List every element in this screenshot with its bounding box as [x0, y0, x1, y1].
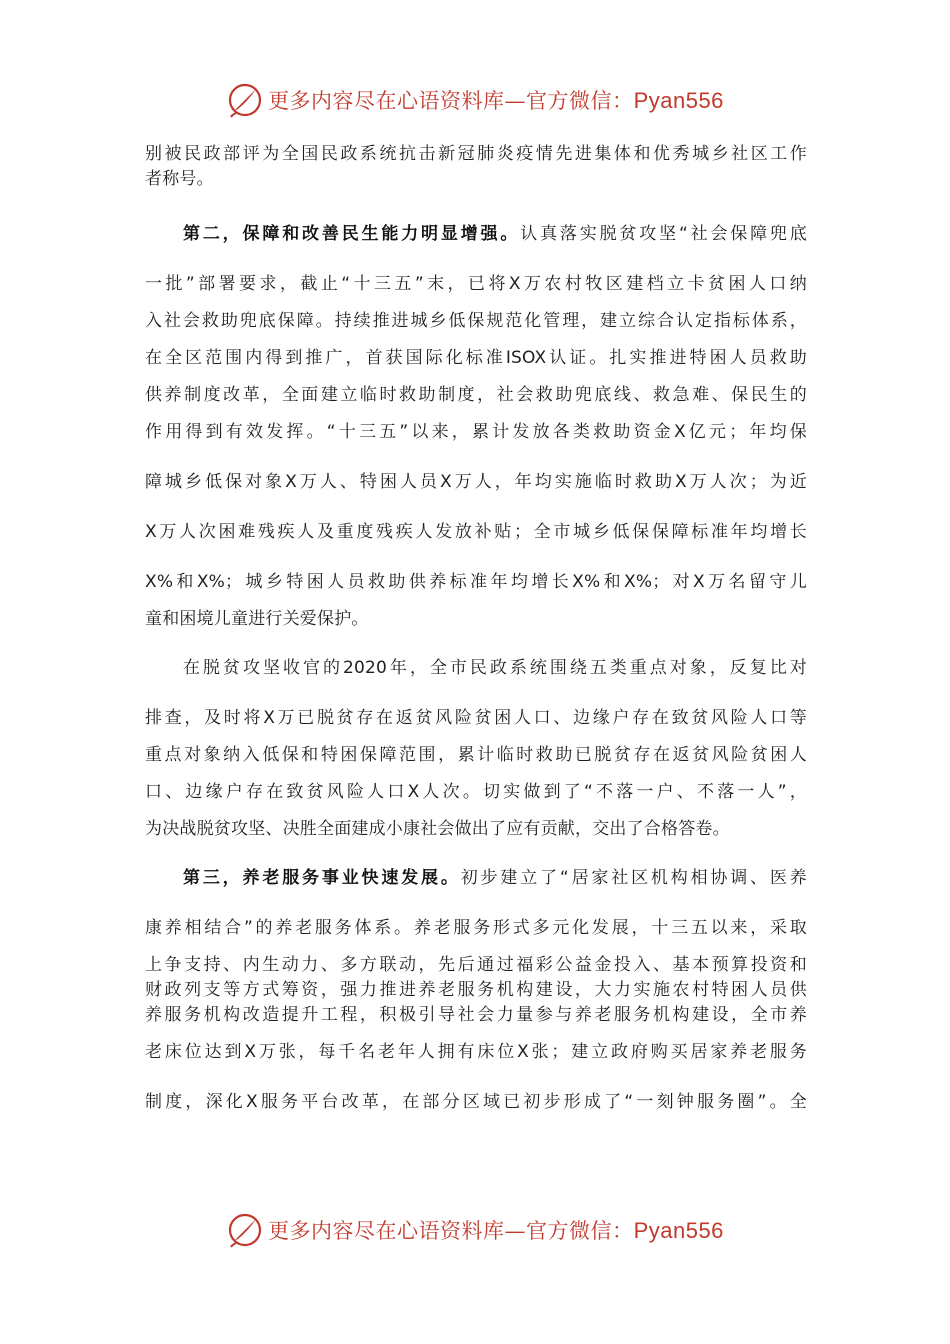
text-line: 养服务机构改造提升工程，积极引导社会力量参与养老服务机构建设，全市养 [145, 1005, 807, 1025]
header-banner [0, 80, 950, 120]
text-line: 第二，保障和改善民生能力明显增强。认真落实脱贫攻坚“社会保障兜底 [183, 224, 807, 244]
text-line: 供养制度改革，全面建立临时救助制度，社会救助兜底线、救急难、保民生的 [145, 385, 807, 405]
text-line: 别被民政部评为全国民政系统抗击新冠肺炎疫情先进集体和优秀城乡社区工作 [145, 144, 807, 164]
text-line: 重点对象纳入低保和特困保障范围，累计临时救助已脱贫存在返贫风险贫困人 [145, 745, 807, 765]
text-line: X万人次困难残疾人及重度残疾人发放补贴；全市城乡低保保障标准年均增长 [145, 522, 807, 542]
text-line: 者称号。 [145, 169, 214, 189]
section-heading: 第三，养老服务事业快速发展。 [183, 868, 461, 888]
text-line: 障城乡低保对象X万人、特困人员X万人，年均实施临时救助X万人次；为近 [145, 472, 807, 492]
text-line: 上争支持、内生动力、多方联动，先后通过福彩公益金投入、基本预算投资和 [145, 955, 807, 975]
text-line: 制度，深化X服务平台改革，在部分区域已初步形成了“一刻钟服务圈”。全 [145, 1092, 807, 1112]
quill-logo-icon [226, 81, 264, 119]
text-line: 在全区范围内得到推广，首获国际化标准ISOX认证。扎实推进特困人员救助 [145, 348, 807, 368]
text-line: 作用得到有效发挥。“十三五”以来，累计发放各类救助资金X亿元；年均保 [145, 422, 807, 442]
text-line: 入社会救助兜底保障。持续推进城乡低保规范化管理，建立综合认定指标体系， [145, 311, 807, 331]
text-line: 口、边缘户存在致贫风险人口X人次。切实做到了“不落一户、不落一人”， [145, 782, 807, 802]
text-line: 在脱贫攻坚收官的2020年，全市民政系统围绕五类重点对象，反复比对 [183, 658, 807, 678]
banner-text: 更多内容尽在心语资料库—官方微信：Pyan556 [268, 1218, 724, 1243]
document-body [145, 142, 807, 1115]
text-line: 财政列支等方式筹资，强力推进养老服务机构建设，大力实施农村特困人员供 [145, 980, 807, 1000]
text-line: 童和困境儿童进行关爱保护。 [145, 609, 369, 629]
text-line: 老床位达到X万张，每千名老年人拥有床位X张；建立政府购买居家养老服务 [145, 1042, 807, 1062]
text-line: 排查，及时将X万已脱贫存在返贫风险贫困人口、边缘户存在致贫风险人口等 [145, 708, 807, 728]
banner-text: 更多内容尽在心语资料库—官方微信：Pyan556 [268, 88, 724, 113]
text-line: 康养相结合”的养老服务体系。养老服务形式多元化发展，十三五以来，采取 [145, 918, 807, 938]
quill-logo-icon [226, 1211, 264, 1249]
section-heading: 第二，保障和改善民生能力明显增强。 [183, 224, 521, 244]
text-line: 为决战脱贫攻坚、决胜全面建成小康社会做出了应有贡献，交出了合格答卷。 [145, 819, 730, 839]
text-line: 一批”部署要求，截止“十三五”末，已将X万农村牧区建档立卡贫困人口纳 [145, 274, 807, 294]
text-line: 第三，养老服务事业快速发展。初步建立了“居家社区机构相协调、医养 [183, 868, 807, 888]
footer-banner [0, 1210, 950, 1250]
text-line: X%和X%；城乡特困人员救助供养标准年均增长X%和X%；对X万名留守儿 [145, 572, 807, 592]
